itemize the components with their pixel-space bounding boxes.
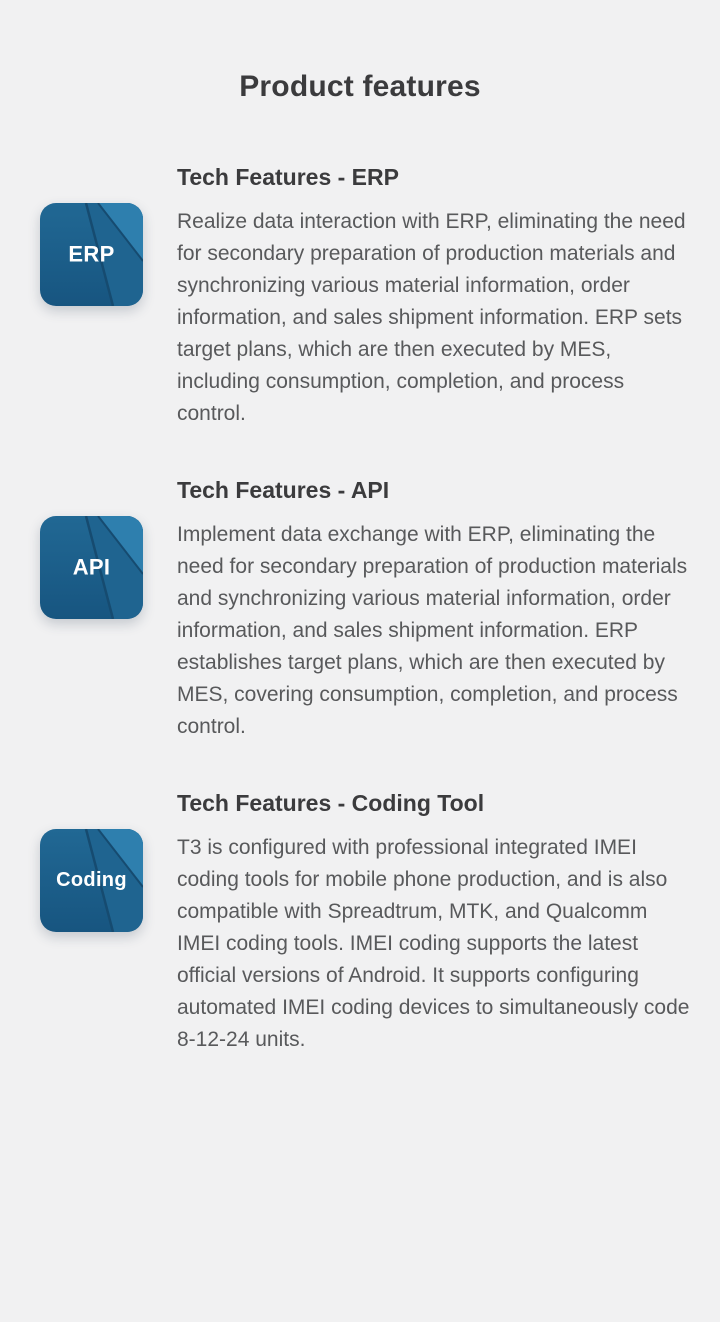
api-badge-icon <box>40 516 143 619</box>
erp-badge-icon <box>40 203 143 306</box>
feature-section-erp <box>0 164 720 430</box>
icon-label: API <box>72 553 111 579</box>
feature-sections <box>0 164 720 1056</box>
feature-section-coding-tool <box>0 790 720 1056</box>
section-heading: Tech Features - ERP <box>177 164 399 190</box>
section-heading: Tech Features - API <box>177 477 390 503</box>
section-description: T3 is configured with professional integrated IMEI coding tools for mobile phone production, and is also compatible with Spreadtrum, MTK, and Qualcomm IMEI coding tools. IMEI coding supports the latest official versions of Android. It supports configuring automated IMEI coding devices to simultaneously code 8-12-24 units. <box>177 836 690 1051</box>
page-title: Product features <box>239 70 481 103</box>
icon-label: Coding <box>56 868 127 891</box>
section-description: Realize data interaction with ERP, eliminating the need for secondary preparation of production materials and synchronizing various material information, order information, and sales shipment information. ERP sets target plans, which are then executed by MES, including consumption, completion, and process control. <box>177 210 686 425</box>
coding-badge-icon <box>40 829 143 932</box>
section-description: Implement data exchange with ERP, eliminating the need for secondary preparation of production materials and synchronizing various material information, order information, and sales shipment information. ERP establishes target plans, which are then executed by MES, covering consumption, completion, and process control. <box>177 523 688 738</box>
icon-label: ERP <box>68 240 115 266</box>
feature-section-api <box>0 477 720 743</box>
section-heading: Tech Features - Coding Tool <box>177 790 485 816</box>
